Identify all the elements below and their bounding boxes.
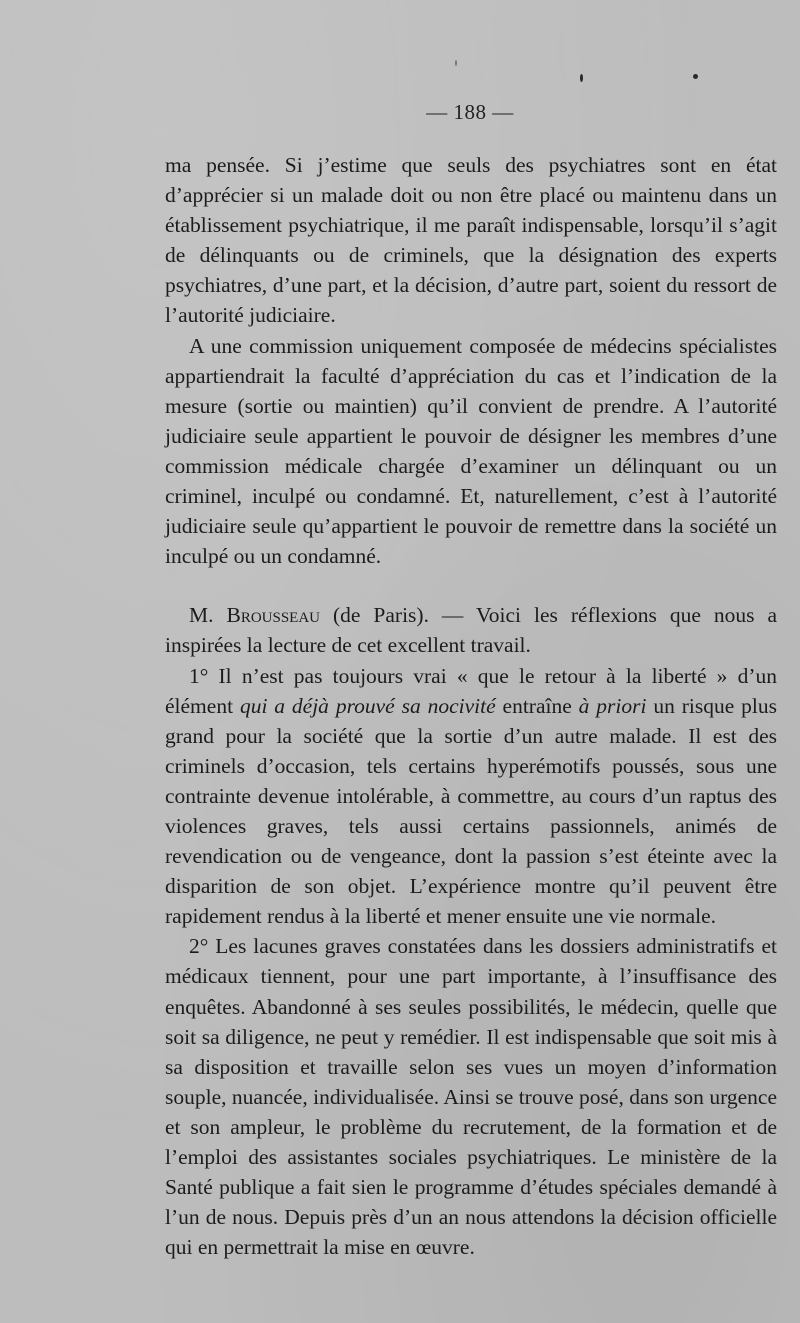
paragraph-4-point-1: [165, 661, 777, 932]
paragraph-2: A une commission uniquement composée de médecins spécialistes appartiendrait la faculté d’appréciation du cas et l’indication de la mesure (sortie ou maintien) qu’il convient de prendre. A l’autorité judiciaire seule appartient le pouvoir de désigner les membres d’une commission médicale chargée d’examiner un délinquant ou un criminel, inculpé ou condamné. Et, naturellement, c’est à l’autorité judiciaire seule qu’appartient le pouvoir de remettre dans la société un inculpé ou un condamné.: [165, 333, 777, 569]
point-1-text-a: 1° Il n’est pas toujours vrai « que le retour à la liberté » d’un élément: [165, 663, 777, 718]
scan-speck: [580, 74, 583, 82]
scan-speck: [693, 74, 698, 79]
paragraph-1: ma pensée. Si j’estime que seuls des psychiatres sont en état d’apprécier si un malade doit ou non être placé ou maintenu dans un établissement psychiatrique, il me paraît indispensable, lorsqu’il s’agit de délinquants ou de criminels, que la désignation des experts psychiatres, d’une part, et la décision, d’autre part, soient du ressort de l’autorité judiciaire.: [165, 153, 777, 328]
paragraph-3-speaker: [165, 600, 777, 660]
speaker-name: M. Brousseau: [189, 603, 320, 628]
speaker-remark: (de Paris). — Voici les réflexions que nous a inspirées la lecture de cet excellent travail.: [165, 603, 777, 658]
point-1-italic-a: qui a déjà prouvé sa nocivité: [239, 693, 496, 718]
body-text: [165, 150, 777, 1262]
paragraph-5-point-2: 2° Les lacunes graves constatées dans les dossiers administratifs et médicaux tiennent, pour une part importante, à l’insuffisance des enquêtes. Abandonné à ses seules possibilités, le médecin, quelle que soit sa diligence, ne peut y remédier. Il est indispensable que soit mis à sa disposition et travaille selon ses vues un moyen d’information souple, nuancée, individualisée. Ainsi se trouve posé, dans son urgence et son ampleur, le problème du recrutement, de la formation et de l’emploi des assistantes sociales psychiatriques. Le ministère de la Santé publique a fait sien le programme d’études spéciales demandé à l’un de nous. Depuis près d’un an nous attendons la décision officielle qui en permettrait la mise en œuvre.: [165, 934, 777, 1260]
point-1-text-c: un risque plus grand pour la société que la sortie d’un autre malade. Il est des criminels d’occasion, tels certains hyperémotifs poussés, sous une contrainte devenue intolérable, à commettre, au cours d’un raptus des violences graves, tels aussi certains passionnels, animés de revendication ou de vengeance, dont la passion s’est éteinte avec la disparition de son objet. L’expérience montre qu’il peuvent être rapidement rendus à la liberté et mener ensuite une vie normale.: [165, 693, 777, 929]
scan-speck: [455, 60, 457, 66]
point-1-text-b: entraîne: [495, 693, 579, 718]
page-number: — 188 —: [426, 100, 514, 124]
point-1-italic-b: à priori: [578, 693, 647, 718]
